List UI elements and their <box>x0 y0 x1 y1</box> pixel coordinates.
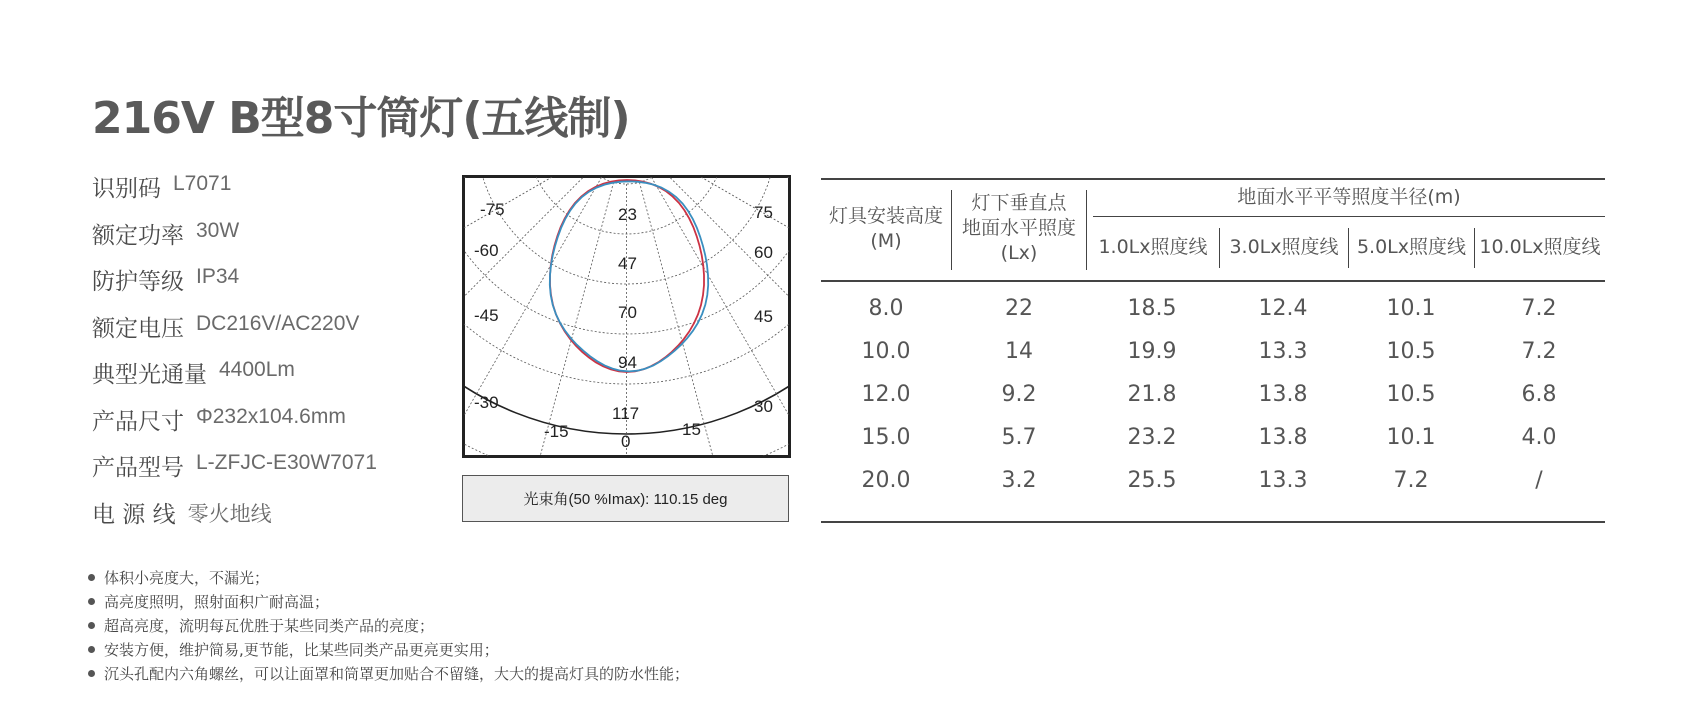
table-cell: 21.8 <box>1127 382 1177 407</box>
table-cell: 8.0 <box>868 296 904 321</box>
spec-label: 产品型号 <box>92 455 184 481</box>
spec-value: 4400Lm <box>219 358 295 381</box>
feature-text: 体积小亮度大，不漏光； <box>104 568 270 587</box>
angle-label: 60 <box>754 243 773 262</box>
table-cell: 10.1 <box>1386 425 1436 450</box>
spec-value: Φ232x104.6mm <box>196 404 346 428</box>
angle-label: 15 <box>682 420 701 439</box>
spec-row <box>92 356 377 403</box>
list-item <box>88 638 689 662</box>
header-1lx: 1.0Lx照度线 <box>1098 236 1208 258</box>
table-cell: 7.2 <box>1393 468 1429 493</box>
polar-diagram-svg <box>462 175 791 458</box>
table-cell: 10.1 <box>1386 296 1436 321</box>
spec-label: 额定功率 <box>92 222 184 249</box>
page-title: 216V B型8寸筒灯(五线制) <box>92 93 630 144</box>
bullet-icon <box>88 574 95 581</box>
spec-value: IP34 <box>196 265 240 288</box>
table-cell: 7.2 <box>1521 339 1557 364</box>
angle-label: -30 <box>474 393 499 412</box>
table-cell: 6.8 <box>1521 382 1557 407</box>
table-cell: 20.0 <box>861 468 911 493</box>
list-item <box>88 565 689 589</box>
spec-label: 典型光通量 <box>92 362 207 388</box>
table-cell: 22 <box>1005 296 1033 321</box>
spec-row <box>92 449 377 496</box>
table-cell: 13.3 <box>1258 339 1308 364</box>
list-item <box>88 662 689 686</box>
table-header-rule <box>821 280 1605 282</box>
table-cell: 13.8 <box>1258 425 1308 450</box>
spec-row <box>92 403 377 450</box>
bullet-icon <box>88 646 95 653</box>
header-3lx: 3.0Lx照度线 <box>1229 236 1339 258</box>
table-cell: 13.3 <box>1258 468 1308 493</box>
spec-label: 产品尺寸 <box>92 408 184 435</box>
header-10lx: 10.0Lx照度线 <box>1479 236 1601 258</box>
table-bottom-rule <box>821 521 1605 523</box>
feature-text: 安装方便，维护简易,更节能，比某些同类产品更亮更实用； <box>104 641 499 660</box>
spec-value: 30W <box>196 218 240 242</box>
spec-label: 防护等级 <box>92 269 184 295</box>
spec-label: 识别码 <box>92 176 161 202</box>
header-install-height: 灯具安装高度 (M) <box>828 205 943 252</box>
table-cell: 3.2 <box>1001 468 1037 493</box>
ring-label: 23 <box>618 205 637 224</box>
angle-label: 75 <box>754 203 773 222</box>
bullet-icon <box>88 598 95 605</box>
angle-label: 0 <box>621 432 631 451</box>
table-cell: 25.5 <box>1127 468 1177 493</box>
header-5lx: 5.0Lx照度线 <box>1356 236 1467 258</box>
angle-label: -75 <box>480 200 505 219</box>
table-cell: / <box>1535 468 1543 493</box>
angle-label: 45 <box>754 307 773 326</box>
angle-label: -15 <box>544 422 569 441</box>
angle-label: 30 <box>754 397 773 416</box>
spec-value: L-ZFJC-E30W7071 <box>196 451 377 474</box>
table-cell: 4.0 <box>1521 425 1557 450</box>
table-cell: 10.5 <box>1386 382 1436 407</box>
table-cell: 5.7 <box>1001 425 1037 450</box>
bullet-icon <box>88 622 95 629</box>
table-cell: 10.0 <box>861 339 911 364</box>
list-item <box>88 613 689 637</box>
spec-row <box>92 263 377 310</box>
spec-label: 电 源 线 <box>92 501 176 528</box>
header-radius-group: 地面水平平等照度半径(m) <box>1237 186 1461 208</box>
table-cell: 9.2 <box>1001 382 1037 407</box>
spec-value: 零火地线 <box>187 502 272 526</box>
spec-row <box>92 170 377 217</box>
feature-text: 高亮度照明，照射面积广耐高温； <box>104 592 330 611</box>
feature-list <box>88 565 689 686</box>
table-cell: 10.5 <box>1386 339 1436 364</box>
spec-value: L7071 <box>173 172 232 195</box>
table-top-rule <box>821 178 1605 180</box>
illuminance-table <box>821 178 1605 523</box>
ring-label: 70 <box>618 303 637 322</box>
table-cell: 18.5 <box>1127 296 1177 321</box>
ring-label: 47 <box>618 254 637 273</box>
feature-text: 超高亮度，流明每瓦优胜于某些同类产品的亮度； <box>104 616 435 635</box>
table-cell: 12.0 <box>861 382 911 407</box>
spec-label: 额定电压 <box>92 315 184 342</box>
ring-label: 117 <box>612 404 640 423</box>
table-cell: 23.2 <box>1127 425 1177 450</box>
table-cell: 19.9 <box>1127 339 1177 364</box>
spec-row <box>92 496 377 543</box>
table-cell: 12.4 <box>1258 296 1308 321</box>
table-cell: 13.8 <box>1258 382 1308 407</box>
table-cell: 14 <box>1005 339 1033 364</box>
spec-list <box>92 170 377 542</box>
group-header-rule <box>1093 216 1605 217</box>
polar-diagram <box>462 175 791 458</box>
ring-label: 94 <box>618 353 637 372</box>
spec-row <box>92 310 377 357</box>
bullet-icon <box>88 670 95 677</box>
angle-label: -60 <box>474 241 499 260</box>
spec-row <box>92 217 377 264</box>
table-cell: 15.0 <box>861 425 911 450</box>
header-center-illuminance: 灯下垂直点 地面水平照度 (Lx) <box>961 192 1076 264</box>
feature-text: 沉头孔配内六角螺丝，可以让面罩和筒罩更加贴合不留缝，大大的提高灯具的防水性能； <box>104 665 690 684</box>
angle-label: -45 <box>474 306 499 325</box>
spec-value: DC216V/AC220V <box>196 311 360 335</box>
list-item <box>88 589 689 613</box>
table-cell: 7.2 <box>1521 296 1557 321</box>
beam-angle-box: 光束角(50 %Imax): 110.15 deg <box>462 475 789 522</box>
